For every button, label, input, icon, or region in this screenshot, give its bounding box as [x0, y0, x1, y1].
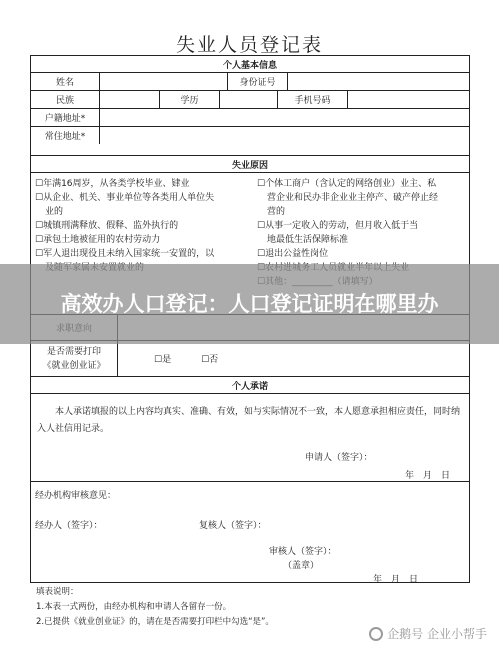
- reasons-left-list: [35, 177, 214, 275]
- filling-notes: [36, 585, 274, 630]
- reason-item[interactable]: ☐承包土地被征用的农村劳动力: [35, 235, 161, 245]
- watermark-text: 企鹅号 企业小帮手: [387, 627, 487, 641]
- form-title: 失业人员登记表: [175, 34, 323, 56]
- reviewer-signature-label: 复核人（签字）：: [199, 521, 267, 531]
- label-id-number: 身份证号: [227, 73, 287, 90]
- row-ethnicity: [31, 90, 469, 108]
- section-reason-title: 失业原因: [231, 160, 268, 171]
- field-education[interactable]: [219, 91, 277, 108]
- field-residence[interactable]: [99, 127, 469, 144]
- section-basic-title: 个人基本信息: [222, 60, 277, 71]
- label-ethnicity: 民族: [55, 96, 74, 106]
- field-ethnicity[interactable]: [99, 91, 159, 108]
- field-name[interactable]: [99, 73, 227, 90]
- label-name: 姓名: [55, 78, 74, 88]
- reason-item: 业的: [45, 207, 64, 217]
- label-certificate: 是否需要打印《就业创业证》: [42, 346, 106, 371]
- auditor-signature-label: 审核人（签字）：: [269, 547, 337, 557]
- certificate-yes-option[interactable]: ☐是: [154, 355, 172, 365]
- field-phone[interactable]: [347, 91, 469, 108]
- row-agency-review: [31, 481, 469, 584]
- applicant-date: 年 月 日: [405, 471, 451, 481]
- handler-signature-label: 经办人（签字）：: [35, 521, 103, 531]
- section-commitment-title: 个人承诺: [231, 381, 268, 392]
- commitment-text: 本人承诺填报的以上内容均真实、准确、有效，如与实际情况不一致，本人愿意承担相应责任，同时纳入人社信用记录。: [37, 407, 461, 434]
- seal-label: （盖章）: [283, 561, 320, 571]
- label-phone: 手机号码: [277, 91, 347, 108]
- section-commitment: [31, 376, 469, 393]
- agency-date: 年 月 日: [373, 575, 419, 585]
- reason-item[interactable]: ☐个体工商户（含认定的网络创业）业主、私: [257, 179, 437, 189]
- field-id-number[interactable]: [287, 73, 469, 90]
- row-certificate: [31, 340, 469, 376]
- field-hukou[interactable]: [99, 109, 469, 126]
- banner-text: 高效办人口登记：人口登记证明在哪里办: [60, 292, 439, 316]
- reason-item[interactable]: ☐退出公益性岗位: [257, 249, 329, 259]
- label-residence: 常住地址*: [44, 132, 86, 142]
- notes-heading: 填表说明：: [36, 587, 79, 597]
- reason-item[interactable]: ☐从企业、机关、事业单位等各类用人单位失: [35, 193, 215, 203]
- row-commitment: [31, 393, 469, 481]
- reason-item[interactable]: ☐从事一定收入的劳动，但月收入低于当: [257, 221, 419, 231]
- section-reason: [31, 155, 469, 172]
- section-basic-info: [31, 56, 469, 72]
- agency-opinion-label: 经办机构审核意见：: [35, 491, 117, 501]
- label-hukou: 户籍地址*: [44, 114, 86, 124]
- certificate-no-option[interactable]: ☐否: [201, 355, 219, 365]
- row-hukou: [31, 108, 469, 126]
- headline-banner: [0, 264, 499, 344]
- reason-item[interactable]: ☐城镇刑满释放、假释、监外执行的: [35, 221, 179, 231]
- reason-item: 地最低生活保障标准: [267, 235, 349, 245]
- reason-item[interactable]: ☐年满16周岁，从各类学校毕业、肄业: [35, 179, 190, 189]
- label-education: 学历: [159, 91, 219, 108]
- applicant-signature-label: 申请人（签字）：: [305, 453, 373, 463]
- reason-item: 营的: [267, 207, 286, 217]
- reason-item: 营企业和民办非企业业主停产、破产停止经: [267, 193, 439, 203]
- reason-item[interactable]: ☐军人退出现役且未纳入国家统一安置的，以: [35, 249, 215, 259]
- field-certificate: [117, 341, 469, 376]
- row-residence: [31, 126, 469, 144]
- penguin-icon: [369, 627, 383, 641]
- notes-item: 2.已提供《就业创业证》的，请在是否需要打印栏中勾选“是”。: [36, 617, 274, 627]
- row-name: [31, 72, 469, 90]
- notes-item: 1.本表一式两份，由经办机构和申请人各留存一份。: [36, 602, 232, 612]
- watermark: [369, 625, 487, 642]
